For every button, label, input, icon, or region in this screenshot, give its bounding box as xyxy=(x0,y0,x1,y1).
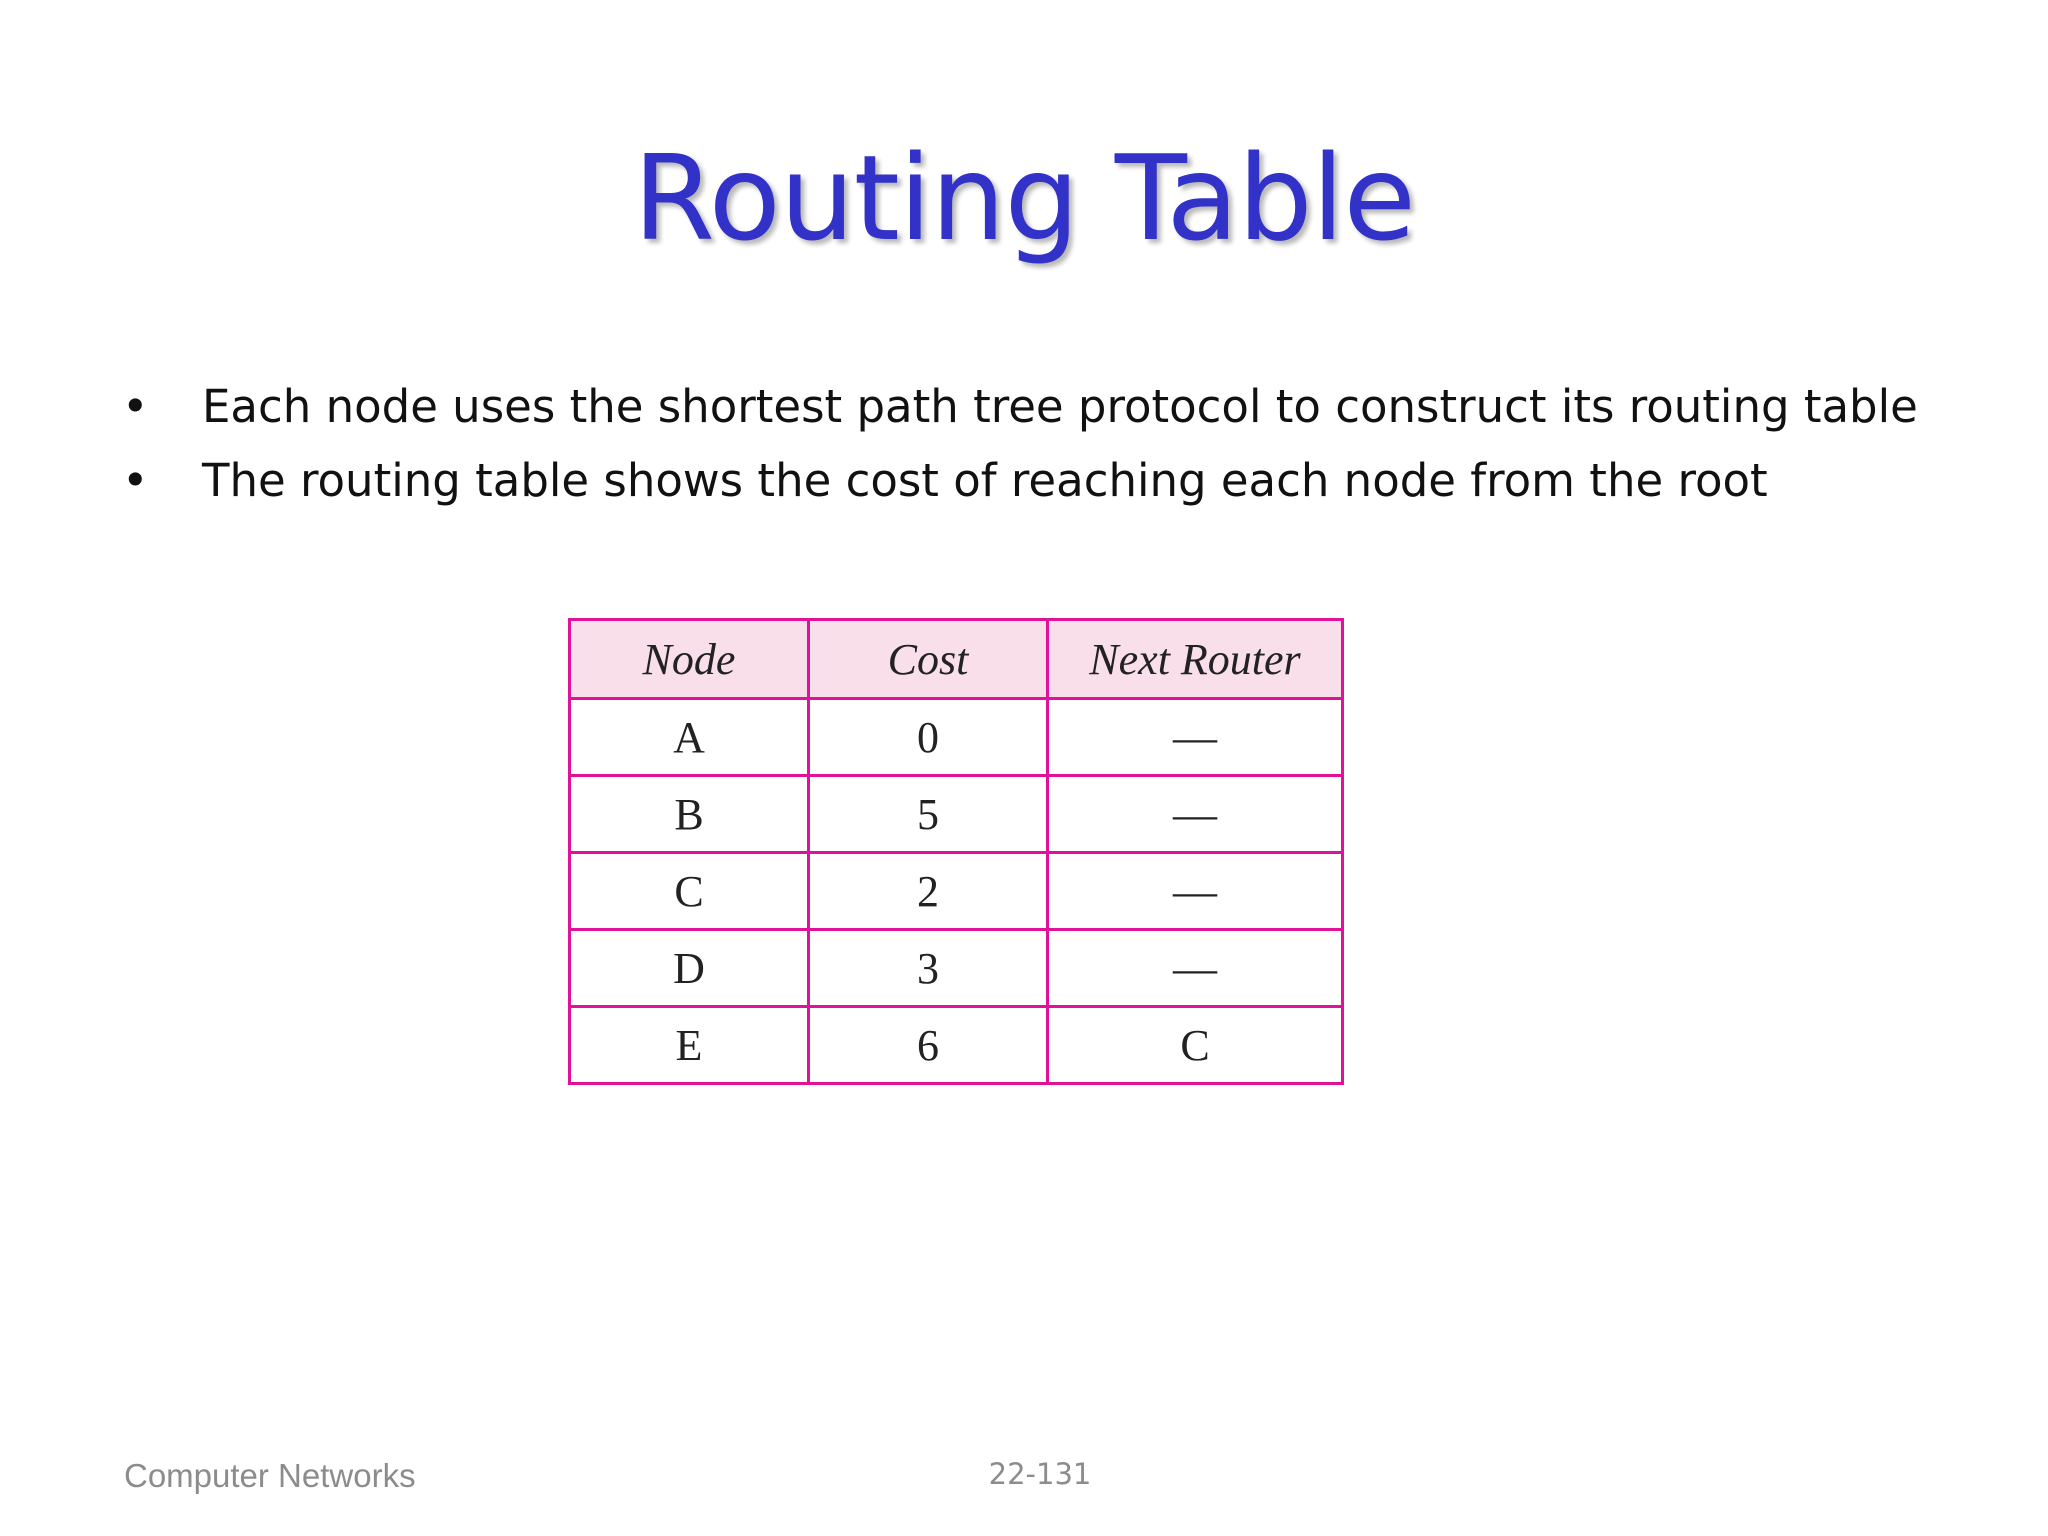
cell-cost: 5 xyxy=(809,776,1048,853)
footer-slide-number: 22-131 xyxy=(988,1457,1092,1491)
column-header-cost: Cost xyxy=(809,620,1048,699)
column-header-next-router: Next Router xyxy=(1048,620,1343,699)
slide-title: Routing Table xyxy=(632,129,1416,267)
cell-next-router: — xyxy=(1048,930,1343,1007)
bullet-list xyxy=(122,370,1982,518)
cell-cost: 3 xyxy=(809,930,1048,1007)
bullet-marker: • xyxy=(122,454,149,507)
cell-next-router: — xyxy=(1048,776,1343,853)
footer-course-name: Computer Networks xyxy=(124,1457,416,1494)
routing-table xyxy=(568,618,1344,1085)
table-row xyxy=(570,1007,1343,1084)
cell-next-router: C xyxy=(1048,1007,1343,1084)
cell-node: E xyxy=(570,1007,809,1084)
cell-cost: 2 xyxy=(809,853,1048,930)
cell-cost: 0 xyxy=(809,699,1048,776)
bullet-item xyxy=(122,444,1982,518)
cell-next-router: — xyxy=(1048,699,1343,776)
cell-node: B xyxy=(570,776,809,853)
table-row xyxy=(570,930,1343,1007)
cell-cost: 6 xyxy=(809,1007,1048,1084)
cell-node: A xyxy=(570,699,809,776)
bullet-item xyxy=(122,370,1982,444)
cell-node: D xyxy=(570,930,809,1007)
table-row xyxy=(570,853,1343,930)
cell-next-router: — xyxy=(1048,853,1343,930)
bullet-marker: • xyxy=(122,380,149,433)
column-header-node: Node xyxy=(570,620,809,699)
table-row xyxy=(570,776,1343,853)
bullet-text: Each node uses the shortest path tree protocol to construct its routing table xyxy=(202,380,1918,433)
table-header-row xyxy=(570,620,1343,699)
bullet-text: The routing table shows the cost of reaching each node from the root xyxy=(202,454,1768,507)
cell-node: C xyxy=(570,853,809,930)
table-row xyxy=(570,699,1343,776)
